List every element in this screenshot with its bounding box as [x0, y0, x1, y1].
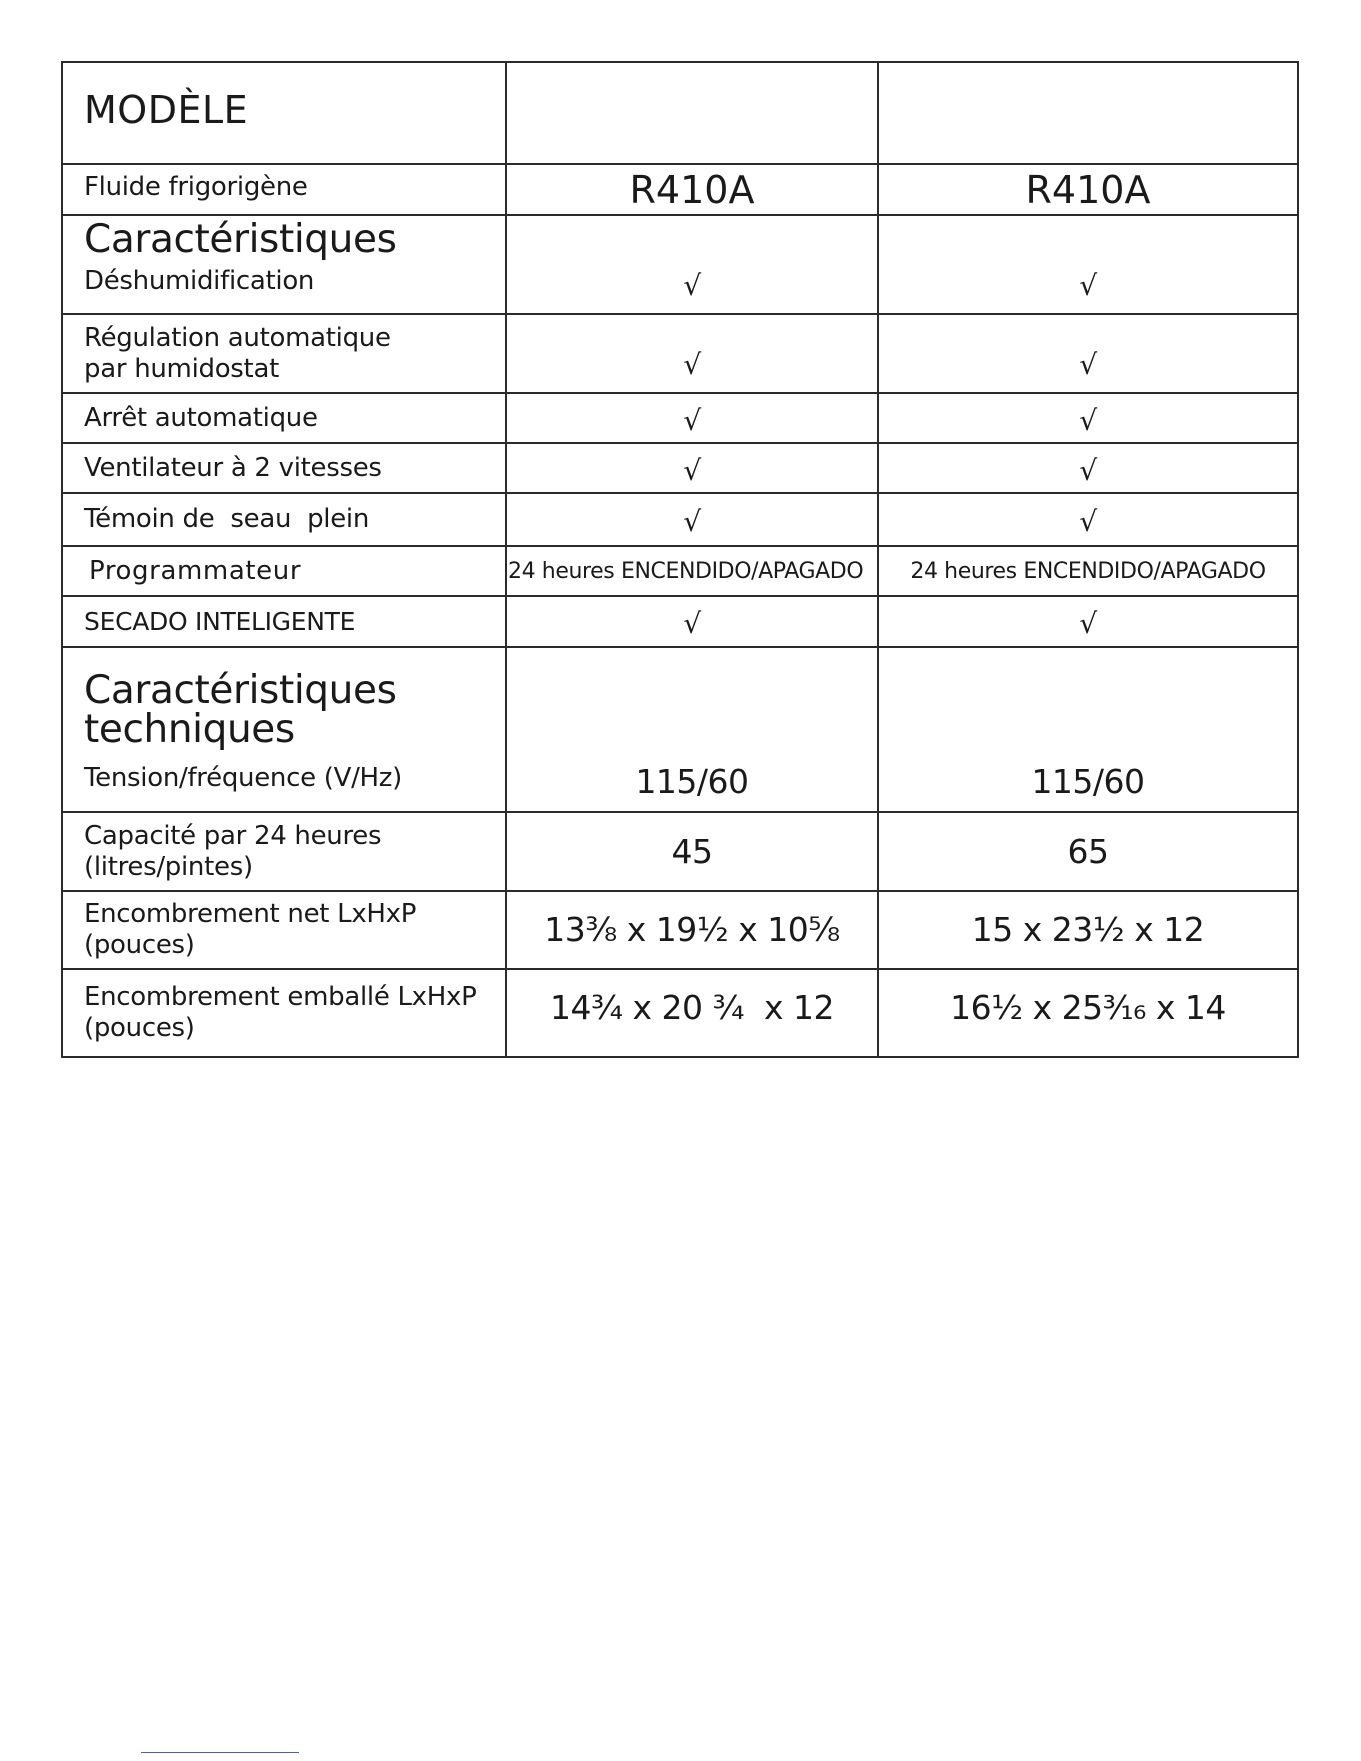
technical-label-line1: Encombrement emballé LxHxP — [84, 982, 477, 1012]
check-icon: √ — [1079, 269, 1097, 302]
refrigerant-value-b: R410A — [878, 164, 1298, 215]
technical-row — [62, 812, 1298, 891]
feature-row — [62, 215, 1298, 314]
technical-value-a: 14¾ x 20 ¾ x 12 — [506, 969, 878, 1057]
feature-value-a — [506, 314, 878, 393]
model-title: MODÈLE — [84, 88, 249, 132]
check-icon: √ — [683, 505, 701, 538]
feature-row — [62, 314, 1298, 393]
technical-label-line2: (pouces) — [84, 930, 195, 960]
feature-label: Ventilateur à 2 vitesses — [62, 443, 506, 493]
technical-value-a: 13⅜ x 19½ x 10⅝ — [506, 891, 878, 969]
features-heading-cell — [62, 215, 506, 314]
technical-value-b: 16½ x 25³⁄₁₆ x 14 — [878, 969, 1298, 1057]
technical-label-line2: (pouces) — [84, 1013, 195, 1043]
technical-label: Tension/fréquence (V/Hz) — [84, 763, 402, 793]
feature-label: SECADO INTELIGENTE — [62, 596, 506, 647]
feature-value-b — [878, 493, 1298, 546]
feature-value-b — [878, 443, 1298, 493]
check-icon: √ — [1079, 505, 1097, 538]
technical-label-line2: (litres/pintes) — [84, 851, 253, 882]
model-b-cell — [878, 62, 1298, 164]
feature-value-a — [506, 393, 878, 443]
technical-label-line1: Encombrement net LxHxP — [84, 899, 417, 929]
feature-row — [62, 546, 1298, 596]
check-icon: √ — [683, 453, 701, 487]
feature-value-b: 24 heures ENCENDIDO/APAGADO — [878, 546, 1298, 596]
feature-label-line2: par humidostat — [84, 353, 279, 384]
refrigerant-row — [62, 164, 1298, 215]
feature-value-a: 24 heures ENCENDIDO/APAGADO — [506, 546, 878, 596]
technical-value-b: 65 — [878, 812, 1298, 891]
footer-rule — [141, 1752, 299, 1753]
check-icon: √ — [1079, 348, 1097, 381]
feature-label: Témoin de seau plein — [62, 493, 506, 546]
feature-value-a — [506, 215, 878, 314]
feature-label-cell — [62, 314, 506, 393]
feature-label-line1: Régulation automatique — [84, 322, 391, 353]
technical-value-a: 45 — [506, 812, 878, 891]
check-icon: √ — [683, 403, 701, 437]
feature-value-b — [878, 314, 1298, 393]
technical-heading-cell — [62, 647, 506, 812]
technical-value-a: 115/60 — [506, 647, 878, 812]
refrigerant-value-a: R410A — [506, 164, 878, 215]
technical-value-b: 15 x 23½ x 12 — [878, 891, 1298, 969]
model-a-cell — [506, 62, 878, 164]
feature-value-b — [878, 596, 1298, 647]
model-label-cell — [62, 62, 506, 164]
technical-row — [62, 969, 1298, 1057]
feature-label: Programmateur — [62, 546, 506, 596]
feature-value-a — [506, 443, 878, 493]
features-section-title: Caractéristiques — [84, 217, 397, 262]
technical-section-title-line1: Caractéristiques — [84, 668, 397, 713]
feature-label: Arrêt automatique — [62, 393, 506, 443]
model-row — [62, 62, 1298, 164]
technical-section-title-line2: techniques — [84, 707, 295, 752]
feature-row — [62, 443, 1298, 493]
technical-value-b: 115/60 — [878, 647, 1298, 812]
feature-row — [62, 596, 1298, 647]
technical-row — [62, 647, 1298, 812]
feature-label: Déshumidification — [84, 266, 315, 296]
check-icon: √ — [683, 607, 701, 640]
feature-row — [62, 493, 1298, 546]
spec-table — [61, 61, 1299, 1058]
technical-row — [62, 891, 1298, 969]
feature-row — [62, 393, 1298, 443]
refrigerant-label: Fluide frigorigène — [62, 164, 506, 215]
feature-value-b — [878, 215, 1298, 314]
check-icon: √ — [1079, 453, 1097, 487]
feature-value-b — [878, 393, 1298, 443]
feature-value-a — [506, 493, 878, 546]
check-icon: √ — [1079, 607, 1097, 640]
feature-value-a — [506, 596, 878, 647]
technical-label-line1: Capacité par 24 heures — [84, 820, 382, 851]
technical-label-cell — [62, 891, 506, 969]
check-icon: √ — [683, 348, 701, 381]
check-icon: √ — [683, 269, 701, 302]
check-icon: √ — [1079, 403, 1097, 437]
technical-label-cell — [62, 969, 506, 1057]
technical-label-cell — [62, 812, 506, 891]
